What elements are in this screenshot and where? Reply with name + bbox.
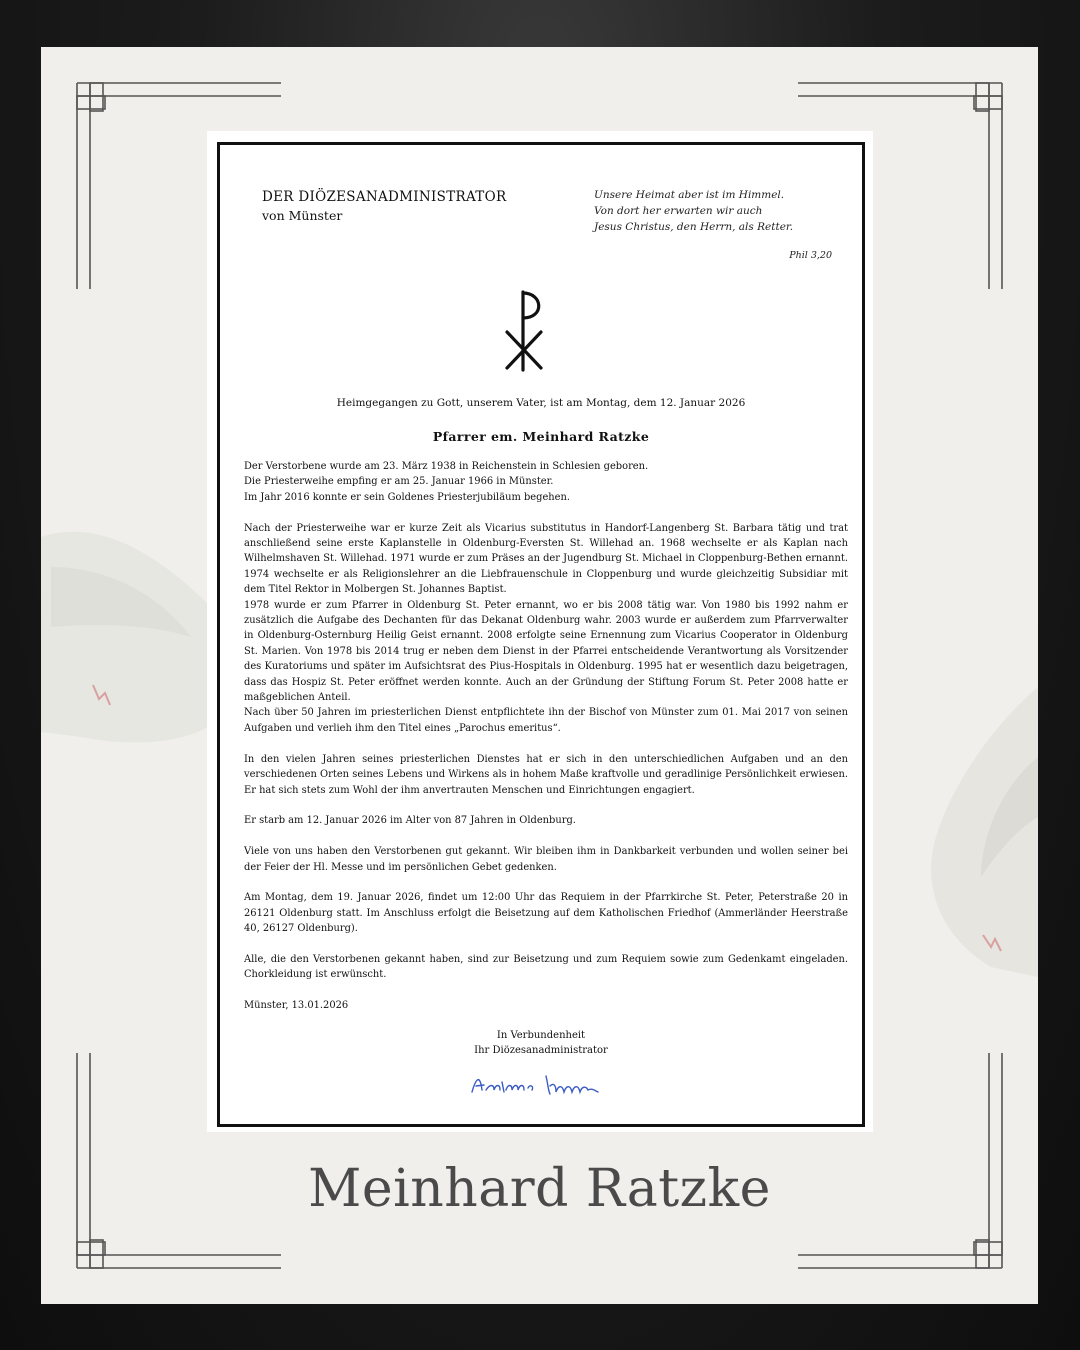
paragraph: Alle, die den Verstorbenen gekannt haben, sind zur Beisetzung und zum Requiem sowie zum Gedenkamt eingeladen. Chorkleidung ist erwünscht. bbox=[244, 953, 848, 981]
paragraph: Am Montag, dem 19. Januar 2026, findet um 12:00 Uhr das Requiem in der Pfarrkirche St. Peter, Peterstraße 20 in 26121 Oldenburg statt. Im Anschluss erfolgt die Beisetzung auf dem Katholischen Friedhof (Ammerländer Heerstraße 40, 26127 Oldenburg). bbox=[244, 892, 848, 935]
signature bbox=[468, 1068, 618, 1102]
quote-reference: Phil 3,20 bbox=[789, 250, 832, 261]
header-title: DER DIÖZESANADMINISTRATOR bbox=[262, 189, 507, 205]
paragraph: Er starb am 12. Januar 2026 im Alter von 87 Jahren in Oldenburg. bbox=[244, 815, 576, 827]
paragraph: Viele von uns haben den Verstorbenen gut gekannt. Wir bleiben ihm in Dankbarkeit verbunden und wollen seiner bei der Feier der Hl. Messe und im persönlichen Gebet gedenken. bbox=[244, 846, 848, 873]
footer-name: Meinhard Ratzke bbox=[308, 1159, 771, 1219]
closing-line: In Verbundenheit bbox=[496, 1030, 586, 1041]
quote-line: Jesus Christus, den Herrn, als Retter. bbox=[594, 221, 794, 233]
announcement: Heimgegangen zu Gott, unserem Vater, ist am Montag, dem 12. Januar 2026 bbox=[336, 397, 746, 409]
place-date: Münster, 13.01.2026 bbox=[244, 1000, 349, 1012]
paragraph: Die Priesterweihe empfing er am 25. Januar 1966 in Münster. bbox=[244, 476, 554, 488]
deceased-name: Pfarrer em. Meinhard Ratzke bbox=[432, 429, 650, 444]
memorial-panel bbox=[41, 47, 1038, 1304]
paragraph: In den vielen Jahren seines priesterlichen Dienstes hat er sich in den unterschiedlichen Aufgaben und an den verschiedenen Orten seines Lebens und Wirkens als in hohem Maße kraftvolle und geradlinige Persönlichkeit erwiesen. Er hat sich stets zum Wohl der ihm anvertrauten Menschen und Einrichtungen engagiert. bbox=[244, 753, 848, 796]
bible-quote bbox=[594, 187, 834, 235]
death-notice-document bbox=[207, 131, 873, 1132]
closing-line: Ihr Diözesanadministrator bbox=[474, 1045, 608, 1056]
paragraph: Nach der Priesterweihe war er kurze Zeit als Vicarius substitutus in Handorf-Langenberg St. Barbara tätig und trat anschließend seine erste Kaplanstelle in Oldenburg-Eversten St. Willehad an. 1968 wechselte er als Kaplan nach Wilhelmshaven St. Willehad. 1971 wurde er zum Präses an der Jugendburg St. Michael in Cloppenburg-Bethen ernannt. 1974 wechselte er als Religionslehrer an die Liebfrauenschule in Cloppenburg und wurde gleichzeitig Subsidiar mit dem Titel Rektor in Molbergen St. Johannes Baptist. bbox=[244, 522, 848, 596]
paragraph: Nach über 50 Jahren im priesterlichen Dienst entpflichtete ihn der Bischof von Münster zum 01. Mai 2017 von seinen Aufgaben und verlieh ihm den Titel eines „Parochus emeritus“. bbox=[244, 707, 848, 734]
quote-line: Unsere Heimat aber ist im Himmel. bbox=[594, 189, 785, 201]
header-subtitle: von Münster bbox=[262, 208, 343, 223]
closing bbox=[220, 1028, 862, 1058]
chi-rho-icon bbox=[503, 288, 549, 374]
paragraph: 1978 wurde er zum Pfarrer in Oldenburg St. Peter ernannt, wo er bis 2008 tätig war. Von 1980 bis 1992 nahm er zusätzlich die Aufgabe des Dechanten für das Dekanat Oldenburg wahr. 2003 wurde er außerdem zum Pfarrverwalter in Oldenburg-Osternburg Heilig Geist ernannt. 2008 erfolgte seine Ernennung zum Vicarius Cooperator in Oldenburg St. Marien. Von 1978 bis 2014 trug er neben dem Dienst in der Pfarrei entscheidende Verantwortung als Vorsitzender des Kuratoriums und später im Aufsichtsrat des Pius-Hospitals in Oldenburg. 1995 hat er wesentlich dazu beigetragen, dass das Hospiz St. Peter eröffnet werden konnte. Auch an der Gründung der Stiftung Forum St. Peter 2008 hatte er maßgeblichen Anteil. bbox=[244, 599, 848, 704]
paragraph: Im Jahr 2016 konnte er sein Goldenes Priesterjubiläum begehen. bbox=[244, 491, 570, 503]
quote-line: Von dort her erwarten wir auch bbox=[594, 205, 763, 217]
letter-header bbox=[262, 189, 506, 223]
document-border bbox=[217, 142, 865, 1127]
letter-body bbox=[244, 459, 848, 1029]
paragraph: Der Verstorbene wurde am 23. März 1938 in Reichenstein in Schlesien geboren. bbox=[244, 461, 649, 472]
